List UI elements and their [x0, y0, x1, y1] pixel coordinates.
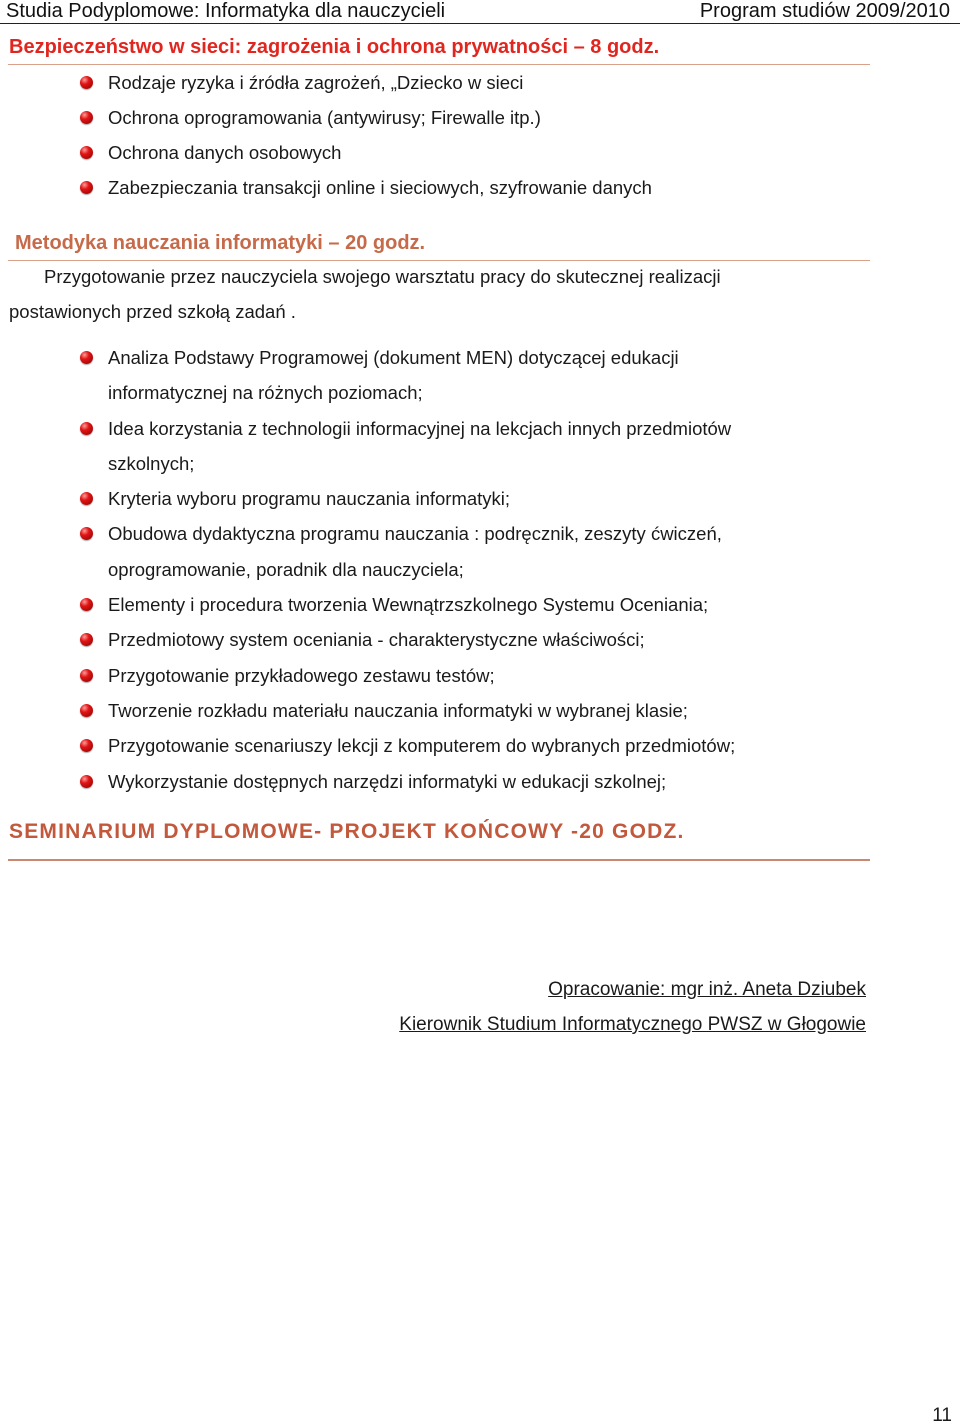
list-item-text: Tworzenie rozkładu materiału nauczania informatyki w wybranej klasie; — [108, 699, 688, 721]
list-item — [0, 175, 900, 210]
section-heading-seminar: SEMINARIUM DYPLOMOWE- PROJEKT KOŃCOWY -20 GODZ. — [9, 820, 685, 843]
security-topic-list — [0, 70, 900, 210]
list-item — [0, 693, 900, 728]
red-ball-bullet-icon — [80, 146, 93, 159]
signature-role: Kierownik Studium Informatycznego PWSZ w Głogowie — [399, 1014, 866, 1035]
red-ball-bullet-icon — [80, 492, 93, 505]
red-ball-bullet-icon — [80, 669, 93, 682]
list-item-text: Kryteria wyboru programu nauczania informatyki; — [108, 488, 511, 510]
list-item — [0, 516, 900, 587]
list-item — [0, 764, 900, 799]
list-item — [0, 622, 900, 657]
list-item-text: Elementy i procedura tworzenia Wewnątrzszkolnego Systemu Oceniania; — [108, 594, 709, 616]
list-item — [0, 340, 900, 411]
red-ball-bullet-icon — [80, 704, 93, 717]
red-ball-bullet-icon — [80, 351, 93, 364]
section-divider — [8, 859, 870, 861]
list-item-text: Obudowa dydaktyczna programu nauczania : podręcznik, zeszyty ćwiczeń, — [108, 523, 722, 545]
list-item-text: Wykorzystanie dostępnych narzędzi informatyki w edukacji szkolnej; — [108, 770, 667, 792]
list-item-text-continued: szkolnych; — [108, 452, 195, 474]
list-item — [0, 481, 900, 516]
header-program-year: Program studiów 2009/2010 — [699, 0, 950, 22]
list-item-text: Ochrona danych osobowych — [108, 142, 342, 163]
list-item-text: Analiza Podstawy Programowej (dokument MEN) dotyczącej edukacji — [108, 347, 679, 368]
list-item — [0, 411, 900, 482]
list-item — [0, 658, 900, 693]
list-item-text: Przygotowanie przykładowego zestawu testów; — [108, 664, 495, 686]
red-ball-bullet-icon — [80, 111, 93, 124]
red-ball-bullet-icon — [80, 775, 93, 788]
section-divider — [8, 64, 870, 65]
list-item-text: Ochrona oprogramowania (antywirusy; Firewalle itp.) — [108, 107, 541, 128]
list-item-text-continued: oprogramowanie, poradnik dla nauczyciela; — [108, 558, 464, 580]
list-item-text: Idea korzystania z technologii informacyjnej na lekcjach innych przedmiotów — [108, 417, 732, 439]
list-item — [0, 140, 900, 175]
red-ball-bullet-icon — [80, 76, 93, 89]
red-ball-bullet-icon — [80, 527, 93, 540]
red-ball-bullet-icon — [80, 422, 93, 435]
list-item-text-continued: informatycznej na różnych poziomach; — [108, 382, 423, 404]
list-item-text: Przedmiotowy system oceniania - charakterystyczne właściwości; — [108, 629, 645, 651]
list-item — [0, 728, 900, 763]
list-item-text: Przygotowanie scenariuszy lekcji z komputerem do wybranych przedmiotów; — [108, 735, 736, 757]
methodology-topic-list — [0, 340, 900, 799]
header-course-title: Studia Podyplomowe: Informatyka dla nauczycieli — [6, 0, 446, 22]
red-ball-bullet-icon — [80, 181, 93, 194]
signature-prepared-by: Opracowanie: mgr inż. Aneta Dziubek — [548, 979, 866, 1000]
list-item-text: Rodzaje ryzyka i źródła zagrożeń, „Dziecko w sieci — [108, 72, 524, 93]
list-item — [0, 70, 900, 105]
list-item-text: Zabezpieczania transakcji online i sieciowych, szyfrowanie danych — [108, 177, 652, 198]
red-ball-bullet-icon — [80, 739, 93, 752]
red-ball-bullet-icon — [80, 598, 93, 611]
list-item — [0, 105, 900, 140]
section-divider — [8, 260, 870, 261]
page-header — [0, 0, 960, 24]
section-heading-methodology: Metodyka nauczania informatyki – 20 godz. — [15, 232, 426, 254]
red-ball-bullet-icon — [80, 633, 93, 646]
section-heading-security: Bezpieczeństwo w sieci: zagrożenia i ochrona prywatności – 8 godz. — [9, 36, 660, 58]
methodology-intro-line-1: Przygotowanie przez nauczyciela swojego warsztatu pracy do skutecznej realizacji — [44, 266, 721, 287]
list-item — [0, 587, 900, 622]
methodology-intro-line-2: postawionych przed szkołą zadań . — [9, 301, 296, 322]
page-number: 11 — [932, 1405, 952, 1426]
